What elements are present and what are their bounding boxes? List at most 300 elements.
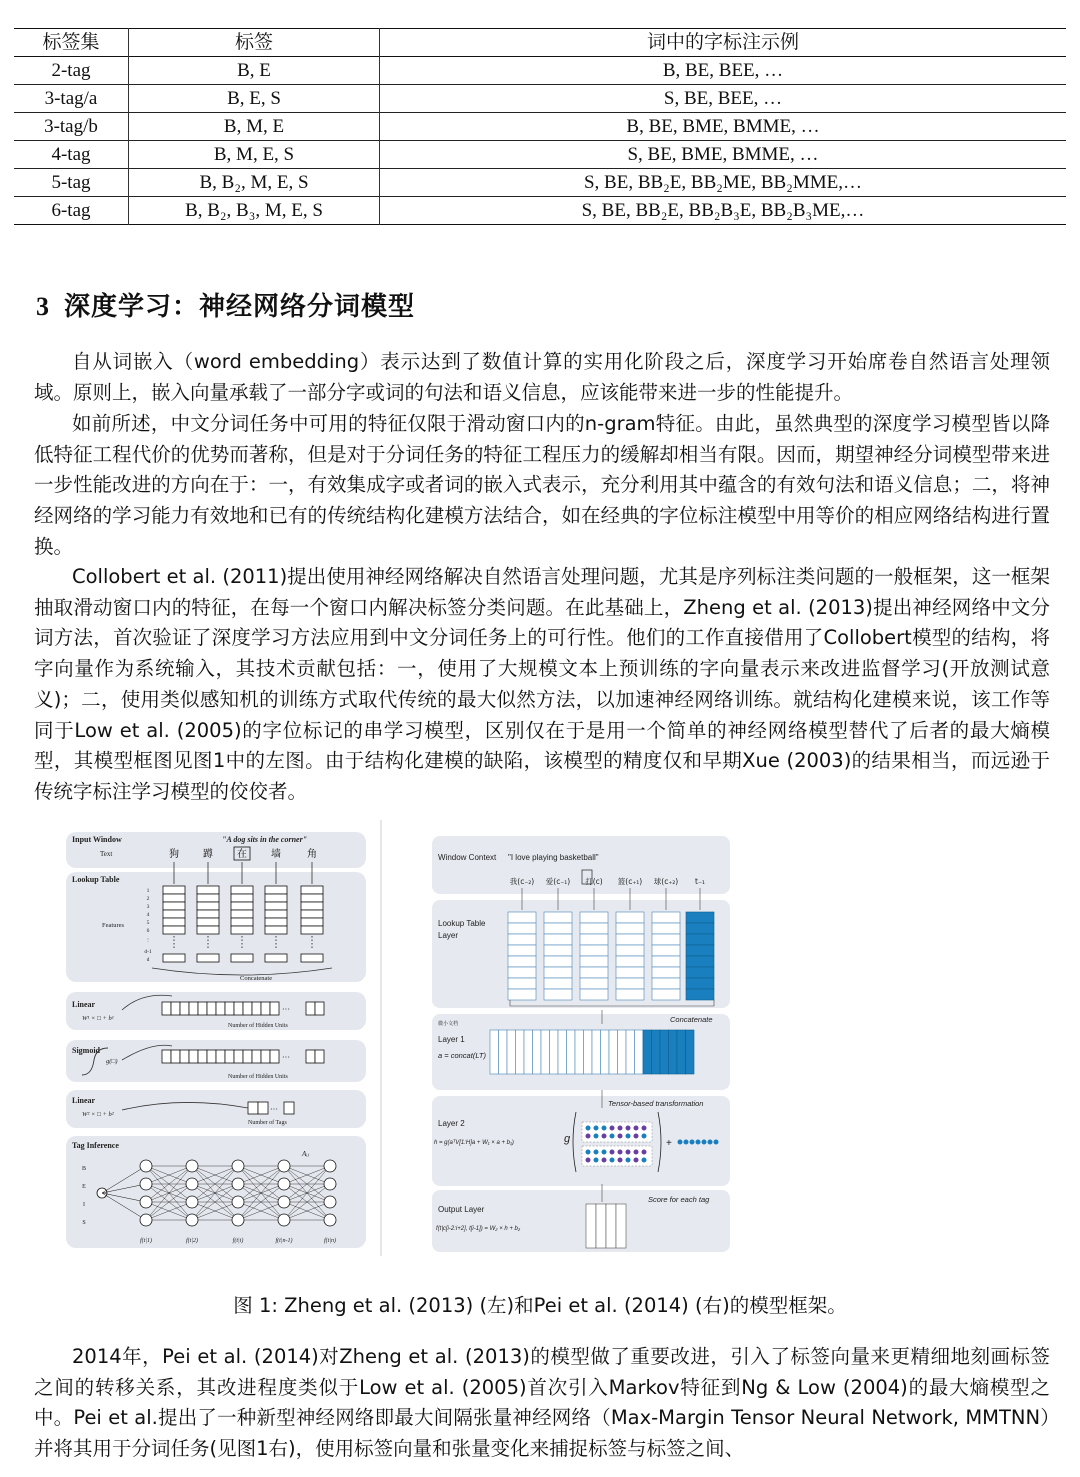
- tensor-dot: [626, 1158, 631, 1163]
- lookup-cell: [301, 894, 323, 902]
- context-char: 篮(c₊₁): [617, 877, 643, 886]
- lookup-cell: [580, 934, 608, 945]
- linear1-label: Linear: [72, 1000, 96, 1009]
- concat-cell: [584, 1030, 593, 1074]
- tag-node: [278, 1196, 290, 1208]
- feature-index: 4: [146, 912, 150, 918]
- lookup-cell: [616, 923, 644, 934]
- right-sentence: "I love playing basketball": [508, 853, 599, 862]
- concat-cell: [643, 1030, 652, 1074]
- lookup-cell: [231, 926, 253, 934]
- lookup-cell: [652, 934, 680, 945]
- lookup-cell: [616, 912, 644, 923]
- tensor-dot: [634, 1158, 639, 1163]
- hidden-unit: [243, 1002, 252, 1015]
- hidden-unit: [207, 1002, 216, 1015]
- concat-cell: [609, 1030, 618, 1074]
- tensor-dot: [610, 1150, 615, 1155]
- table-row: [14, 113, 1066, 141]
- layer1-formula: a = concat(LT): [438, 1051, 487, 1060]
- table-cell: 2-tag: [14, 57, 129, 85]
- lookup-layer-label-1: Lookup Table: [438, 919, 486, 928]
- layer1-label: Layer 1: [438, 1035, 465, 1044]
- lookup-cell: [580, 912, 608, 923]
- hidden-unit: [270, 1050, 279, 1063]
- lookup-cell: [197, 902, 219, 910]
- lookup-cell: [686, 912, 714, 923]
- tag-node: [278, 1160, 290, 1172]
- lookup-cell: [580, 923, 608, 934]
- ellipsis: ···: [282, 1053, 290, 1062]
- feature-index: d-1: [144, 949, 152, 955]
- concat-cell: [533, 1030, 542, 1074]
- hidden-unit: [198, 1050, 207, 1063]
- column-header: 标签集: [14, 29, 129, 57]
- sigmoid-label: Sigmoid: [72, 1046, 101, 1055]
- input-window-label: Input Window: [72, 835, 122, 844]
- lookup-cell: [686, 978, 714, 989]
- lookup-cell: [301, 918, 323, 926]
- feature-index: d: [146, 957, 150, 963]
- hidden-unit: [180, 1002, 189, 1015]
- output-cell: [596, 1204, 606, 1248]
- tag-node: [232, 1214, 244, 1226]
- lookup-cell: [231, 902, 253, 910]
- tag-node: [278, 1214, 290, 1226]
- tag-node: [278, 1178, 290, 1190]
- tensor-dot: [586, 1150, 591, 1155]
- hidden-unit: [216, 1002, 225, 1015]
- concat-cell: [635, 1030, 644, 1074]
- input-char: 蹲: [203, 849, 213, 860]
- hidden-unit: [207, 1050, 216, 1063]
- lookup-cell: [580, 989, 608, 1000]
- section-heading: [36, 286, 415, 323]
- lookup-cell: [197, 926, 219, 934]
- tensor-dot: [618, 1150, 623, 1155]
- context-char: 我(c₋₂): [509, 877, 535, 886]
- lookup-cell: [265, 886, 287, 894]
- output-layer-label: Output Layer: [438, 1205, 485, 1214]
- hidden-unit: [306, 1050, 315, 1063]
- hidden-unit: [162, 1050, 171, 1063]
- lookup-cell: [508, 978, 536, 989]
- hidden-unit: [252, 1050, 261, 1063]
- table-cell: B, E, S: [129, 85, 380, 113]
- concat-cell: [618, 1030, 627, 1074]
- feature-index: ⋮: [145, 938, 151, 944]
- lookup-cell: [686, 945, 714, 956]
- layer2-label: Layer 2: [438, 1119, 465, 1128]
- hidden-unit: [216, 1050, 225, 1063]
- lookup-cell: [231, 886, 253, 894]
- lookup-table-label: Lookup Table: [72, 875, 120, 884]
- lookup-cell: [265, 918, 287, 926]
- output-label: f(t|n-1): [275, 1238, 293, 1244]
- tag-node: [324, 1214, 336, 1226]
- tag-inference-label: Tag Inference: [72, 1141, 119, 1150]
- lookup-cell: [301, 910, 323, 918]
- lookup-cell: [544, 989, 572, 1000]
- hidden-unit: [306, 1002, 315, 1015]
- table-cell: S, BE, BEE, …: [663, 87, 783, 109]
- lookup-cell: [508, 967, 536, 978]
- lookup-cell: [265, 910, 287, 918]
- lookup-cell: [197, 918, 219, 926]
- tag-node: [232, 1160, 244, 1172]
- tag-node: [140, 1214, 152, 1226]
- tag-node: [140, 1196, 152, 1208]
- hidden-unit: [162, 1002, 171, 1015]
- tag-node: [186, 1178, 198, 1190]
- tag-node: [186, 1214, 198, 1226]
- lookup-cell: [163, 918, 185, 926]
- feature-index: 3: [146, 904, 150, 910]
- hidden-units-label-2: Number of Hidden Units: [228, 1074, 288, 1080]
- table-cell: B, BE, BME, BMME, …: [626, 115, 820, 137]
- lookup-cell: [616, 934, 644, 945]
- concat-cell: [516, 1030, 525, 1074]
- lookup-cell: [580, 978, 608, 989]
- lookup-cell: [163, 910, 185, 918]
- linear1-formula: W¹ × □ + b¹: [82, 1015, 114, 1022]
- paragraph: 自从词嵌入（word embedding）表示达到了数值计算的实用化阶段之后，深度学习开始席卷自然语言处理领域。原则上，嵌入向量承载了一部分字或词的句法和语义信息，应该能带来进一步的性能提升。: [34, 350, 1050, 404]
- lookup-cell: [580, 945, 608, 956]
- feature-index: 6: [146, 928, 150, 934]
- hidden-unit: [180, 1050, 189, 1063]
- tensor-dot: [594, 1150, 599, 1155]
- hidden-unit: [225, 1002, 234, 1015]
- tag-label: E: [82, 1184, 86, 1190]
- table-cell: S, BE, BME, BMME, …: [627, 143, 819, 165]
- output-label: f(t|1): [140, 1238, 152, 1244]
- table-cell: B, B₂, M, E, S: [129, 169, 380, 197]
- output-cell: [606, 1204, 616, 1248]
- tensor-dot: [626, 1134, 631, 1139]
- tag-set-table: [14, 28, 1066, 225]
- output-vector: [586, 1204, 626, 1248]
- lookup-cell: [231, 954, 253, 962]
- bias-dot: [702, 1140, 707, 1145]
- lookup-cell: [508, 989, 536, 1000]
- table-cell: B, B₂, B₃, M, E, S: [129, 197, 380, 225]
- lookup-layer-label-2: Layer: [438, 931, 459, 940]
- lookup-cell: [652, 989, 680, 1000]
- output-cell: [586, 1204, 596, 1248]
- table-cell: 6-tag: [14, 197, 129, 225]
- bias-dot: [708, 1140, 713, 1145]
- concat-cell: [550, 1030, 559, 1074]
- lookup-cell: [265, 926, 287, 934]
- tensor-dot: [586, 1126, 591, 1131]
- tensor-dot: [594, 1158, 599, 1163]
- bias-dot: [684, 1140, 689, 1145]
- hidden-unit: [261, 1050, 270, 1063]
- tensor-dot: [618, 1134, 623, 1139]
- tensor-dot: [610, 1134, 615, 1139]
- table-cell: B, M, E: [129, 113, 380, 141]
- tensor-dot: [642, 1150, 647, 1155]
- concat-cell: [499, 1030, 508, 1074]
- concatenate-label: Concatenate: [240, 975, 273, 982]
- tensor-label: Tensor-based transformation: [608, 1099, 704, 1108]
- table-row: [14, 197, 1066, 225]
- paragraph: 如前所述，中文分词任务中可用的特征仅限于滑动窗口内的n-gram特征。由此，虽然典型的深度学习模型皆以降低特征工程代价的优势而著称，但是对于分词任务的特征工程压力的缓解却相当有限。因而，期望神经分词模型带来进一步性能改进的方向在于：一，有效集成字或者词的嵌入式表示，充分利用其中蕴含的有效句法和语义信息；二，将神经网络的学习能力有效地和已有的传统结构化建模方法结合，如在经典的字位标注模型中用等价的相应网络结构进行置换。: [34, 412, 1050, 558]
- lookup-cell: [508, 934, 536, 945]
- table-cell: B, BE, BEE, …: [662, 59, 784, 81]
- context-char: 球(c₊₂): [653, 877, 679, 886]
- input-char: 狗: [169, 849, 179, 860]
- lookup-cell: [616, 945, 644, 956]
- lookup-cell: [163, 886, 185, 894]
- tensor-slice: [582, 1122, 652, 1142]
- tag-label: I: [83, 1202, 85, 1208]
- left-sentence: "A dog sits in the corner": [222, 835, 308, 844]
- zheng-model-figure: [62, 820, 382, 1256]
- lookup-cell: [301, 954, 323, 962]
- concat-cell: [686, 1030, 695, 1074]
- lookup-cell: [508, 912, 536, 923]
- lookup-cell: [686, 989, 714, 1000]
- bias-dot: [690, 1140, 695, 1145]
- table-cell: S, BE, BB₂E, BB₂B₃E, BB₂B₃ME,…: [581, 199, 865, 221]
- small-tag-label: 微小文档: [438, 1021, 459, 1027]
- section-title: 深度学习：神经网络分词模型: [64, 292, 416, 322]
- context-char: 爱(c₋₁): [545, 877, 571, 886]
- score-label: Score for each tag: [648, 1195, 710, 1204]
- concat-cell: [575, 1030, 584, 1074]
- concatenated-vector: [490, 1030, 694, 1074]
- hidden-unit: [171, 1050, 180, 1063]
- output-label: f(t|i): [232, 1238, 244, 1244]
- text-label: Text: [100, 850, 113, 858]
- pei-model-figure: [430, 832, 736, 1254]
- lookup-cell: [544, 956, 572, 967]
- lookup-cell: [508, 945, 536, 956]
- column-header: 词中的字标注示例: [646, 31, 799, 53]
- hidden-unit: [252, 1002, 261, 1015]
- tensor-dot: [618, 1158, 623, 1163]
- lookup-cell: [231, 894, 253, 902]
- lookup-cell: [686, 956, 714, 967]
- concat-cell: [660, 1030, 669, 1074]
- tensor-dot: [586, 1134, 591, 1139]
- lookup-cell: [652, 967, 680, 978]
- linear2-panel: [66, 1090, 366, 1128]
- concat-cell: [652, 1030, 661, 1074]
- paragraph: Collobert et al. (2011)提出使用神经网络解决自然语言处理问题，尤其是序列标注类问题的一般框架，这一框架抽取滑动窗口内的特征，在每一个窗口内解决标签分类问题。在此基础上，Zheng et al. (2013)提出神经网络中文分词方法，首次验证了深度学习方法应用到中文分词任务上的可行性。他们的工作直接借用了Collobert模型的结构，将字向量作为系统输入，其技术贡献包括：一，使用了大规模文本上预训练的字向量表示来改进监督学习(开放测试意义)；二，使用类似感知机的训练方式取代传统的最大似然方法，以加速神经网络训练。就结构化建模来说，该工作等同于Low et al. (2005)的字位标记的串学习模型，区别仅在于是用一个简单的神经网络模型替代了后者的最大熵模型，其模型框图见图1中的左图。由于结构化建模的缺陷，该模型的精度仅和早期Xue (2003)的结果相当，而远逊于传统字标注学习模型的佼佼者。: [34, 565, 1050, 803]
- window-context-panel: [432, 836, 730, 894]
- lookup-cell: [163, 954, 185, 962]
- tag-node: [324, 1178, 336, 1190]
- tensor-dot: [602, 1126, 607, 1131]
- tag-node: [140, 1160, 152, 1172]
- hidden-unit: [315, 1050, 324, 1063]
- hidden-unit: [171, 1002, 180, 1015]
- table-cell: B, M, E, S: [129, 141, 380, 169]
- lookup-cell: [616, 967, 644, 978]
- features-label: Features: [102, 922, 125, 929]
- lookup-cell: [197, 954, 219, 962]
- lookup-cell: [544, 923, 572, 934]
- table-cell: 3-tag/b: [14, 113, 129, 141]
- tensor-dot: [594, 1134, 599, 1139]
- bias-dot: [678, 1140, 683, 1145]
- concat-cell: [626, 1030, 635, 1074]
- tensor-dot: [602, 1158, 607, 1163]
- lookup-cell: [616, 978, 644, 989]
- tensor-dot: [626, 1150, 631, 1155]
- lookup-cell: [686, 923, 714, 934]
- concat-cell: [592, 1030, 601, 1074]
- feature-index: 5: [146, 920, 150, 926]
- lookup-cell: [301, 886, 323, 894]
- lookup-cell: [616, 956, 644, 967]
- tensor-dot: [634, 1150, 639, 1155]
- output-label: f(t|2): [186, 1238, 198, 1244]
- concat-cell: [490, 1030, 499, 1074]
- lookup-cell: [197, 894, 219, 902]
- lookup-cell: [265, 902, 287, 910]
- lookup-cell: [301, 926, 323, 934]
- lookup-cell: [265, 894, 287, 902]
- feature-index: 1: [146, 888, 150, 894]
- tag-node: [232, 1178, 244, 1190]
- concat-cell: [507, 1030, 516, 1074]
- tag-node: [140, 1178, 152, 1190]
- lookup-cell: [652, 923, 680, 934]
- table-cell: 5-tag: [14, 169, 129, 197]
- bias-dot: [696, 1140, 701, 1145]
- lookup-cell: [580, 956, 608, 967]
- lookup-cell: [197, 910, 219, 918]
- tensor-dot: [642, 1126, 647, 1131]
- input-char: 在: [237, 849, 247, 860]
- concat-cell: [601, 1030, 610, 1074]
- lookup-cell: [301, 902, 323, 910]
- tensor-dot: [594, 1126, 599, 1131]
- paragraph: 2014年，Pei et al. (2014)对Zheng et al. (2013)的模型做了重要改进，引入了标签向量来更精细地刻画标签之间的转移关系，其改进程度类似于Low et al. (2005)首次引入Markov特征到Ng & Low (2004)的最大熵模型之中。Pei et al.提出了一种新型神经网络即最大间隔张量神经网络（Max-Margin Tensor Neural Network, MMTNN）并将其用于分词任务(见图1右)，使用标签向量和张量变化来捕捉标签与标签之间、: [34, 1345, 1050, 1461]
- hidden-unit: [198, 1002, 207, 1015]
- tensor-dot: [626, 1126, 631, 1131]
- lookup-cell: [652, 956, 680, 967]
- concat-cell: [669, 1030, 678, 1074]
- tag-box: [284, 1102, 294, 1114]
- tag-node: [324, 1160, 336, 1172]
- table-row: [14, 141, 1066, 169]
- tag-label: B: [81, 1166, 87, 1172]
- tensor-dot: [618, 1126, 623, 1131]
- output-formula: f(t|c[i-2:i+2], t[i-1]) = W₂ × h + b₂: [436, 1226, 521, 1232]
- tensor-dot: [634, 1134, 639, 1139]
- section-number: 3: [36, 292, 50, 321]
- table-cell: S, BE, BB₂E, BB₂ME, BB₂MME,…: [583, 171, 862, 193]
- tag-node: [186, 1196, 198, 1208]
- lookup-cell: [544, 912, 572, 923]
- lookup-cell: [163, 902, 185, 910]
- input-char: 墙: [271, 849, 281, 860]
- tensor-slice: [582, 1146, 652, 1166]
- hidden-unit: [243, 1050, 252, 1063]
- tensor-dot: [634, 1126, 639, 1131]
- lookup-cell: [231, 910, 253, 918]
- concat-cell: [567, 1030, 576, 1074]
- hidden-unit: [234, 1002, 243, 1015]
- lookup-cell: [508, 923, 536, 934]
- tag-box: [258, 1102, 268, 1114]
- tag-node: [186, 1160, 198, 1172]
- output-label: f(t|n): [324, 1238, 336, 1244]
- lookup-cell: [580, 967, 608, 978]
- table-header-row: [14, 29, 1066, 57]
- table-row: [14, 57, 1066, 85]
- lookup-cell: [686, 934, 714, 945]
- figure-caption: 图 1: Zheng et al. (2013) (左)和Pei et al. (2014) (右)的模型框架。: [233, 1294, 847, 1317]
- tensor-dot: [610, 1126, 615, 1131]
- hidden-unit: [234, 1050, 243, 1063]
- tensor-dot: [642, 1158, 647, 1163]
- hidden-unit: [261, 1002, 270, 1015]
- lookup-cell: [231, 918, 253, 926]
- tensor-dot: [642, 1134, 647, 1139]
- concat-cell: [524, 1030, 533, 1074]
- lookup-cell: [686, 967, 714, 978]
- tensor-dot: [602, 1134, 607, 1139]
- lookup-cell: [544, 934, 572, 945]
- tag-label: S: [82, 1220, 86, 1226]
- input-char: 角: [307, 849, 317, 860]
- hidden-unit: [270, 1002, 279, 1015]
- tag-node: [324, 1196, 336, 1208]
- linear2-formula: W² × □ + b²: [82, 1111, 114, 1118]
- lookup-cell: [265, 954, 287, 962]
- lookup-cell: [616, 989, 644, 1000]
- table-cell: B, E: [129, 57, 380, 85]
- lookup-cell: [163, 926, 185, 934]
- tensor-dot: [586, 1158, 591, 1163]
- lookup-cell: [544, 978, 572, 989]
- lookup-cell: [652, 912, 680, 923]
- table-cell: 3-tag/a: [14, 85, 129, 113]
- lookup-cell: [652, 978, 680, 989]
- hidden-unit: [189, 1002, 198, 1015]
- transition-score-label: Aᵢⱼ: [302, 1150, 310, 1158]
- concat-cell: [677, 1030, 686, 1074]
- feature-index: 2: [146, 896, 150, 902]
- ellipsis: ···: [270, 1105, 278, 1114]
- lookup-cell: [197, 886, 219, 894]
- lookup-cell: [544, 945, 572, 956]
- num-tags-label: Number of Tags: [248, 1120, 287, 1126]
- layer2-formula: h = g(aᵀV[1:H]a + W₁ × a + b₁): [434, 1140, 514, 1146]
- bias-dot: [714, 1140, 719, 1145]
- table-row: [14, 169, 1066, 197]
- concatenate-label: Concatenate: [670, 1015, 713, 1024]
- tensor-dot: [610, 1158, 615, 1163]
- linear2-label: Linear: [72, 1096, 96, 1105]
- hidden-unit: [315, 1002, 324, 1015]
- column-header: 标签: [129, 29, 380, 57]
- lookup-cell: [544, 967, 572, 978]
- lookup-cell: [508, 956, 536, 967]
- tag-box: [248, 1102, 258, 1114]
- tag-node: [232, 1196, 244, 1208]
- concat-cell: [541, 1030, 550, 1074]
- hidden-units-label-1: Number of Hidden Units: [228, 1023, 288, 1029]
- context-char: t₋₁: [695, 877, 705, 886]
- plus-sign: +: [666, 1138, 672, 1149]
- table-row: [14, 85, 1066, 113]
